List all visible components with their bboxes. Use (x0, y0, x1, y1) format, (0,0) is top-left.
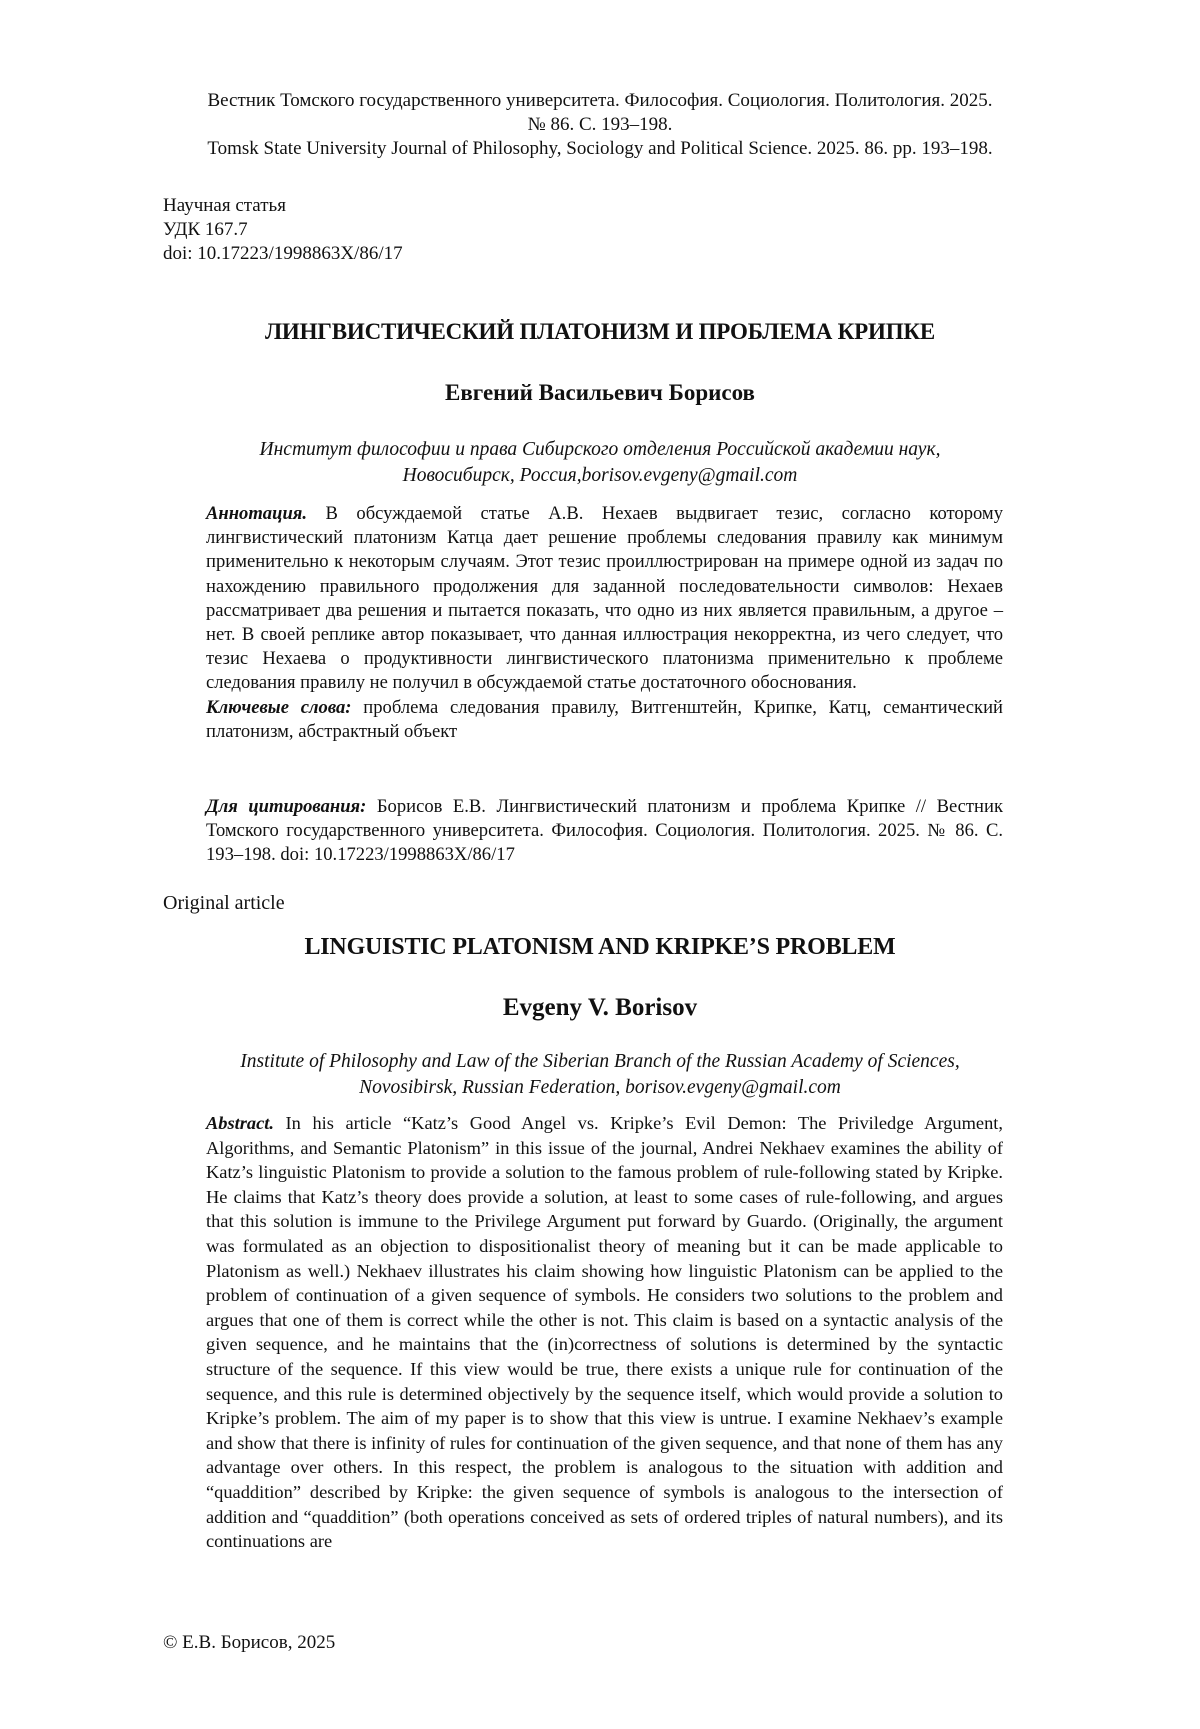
abstract-ru-label: Аннотация. (206, 503, 308, 524)
author-ru: Евгений Васильевич Борисов (445, 380, 755, 405)
abstract-en (206, 1111, 1003, 1554)
keywords-ru-label: Ключевые слова: (206, 696, 352, 718)
affiliation-en-line2: Novosibirsk, Russian Federation, borisov.evgeny@gmail.com (359, 1077, 841, 1098)
keywords-ru (206, 696, 1003, 744)
article-meta (163, 194, 403, 266)
journal-header-line-ru: Вестник Томского государственного университета. Философия. Социология. Политология. 2025. (207, 90, 993, 111)
affiliation-ru-line1: Институт философии и права Сибирского отделения Российской академии наук, (259, 439, 941, 460)
citation-ru-label: Для цитирования: (206, 796, 367, 817)
copyright: © Е.В. Борисов, 2025 (163, 1632, 336, 1653)
doi: doi: 10.17223/1998863X/86/17 (163, 243, 403, 264)
udc-code: УДК 167.7 (163, 219, 248, 240)
article-type-ru: Научная статья (163, 195, 286, 216)
author-en: Evgeny V. Borisov (502, 994, 698, 1021)
title-ru: ЛИНГВИСТИЧЕСКИЙ ПЛАТОНИЗМ И ПРОБЛЕМА КРИПКЕ (264, 319, 936, 344)
affiliation-en-line1: Institute of Philosophy and Law of the Siberian Branch of the Russian Academy of Sciences, (240, 1051, 960, 1072)
article-type-en: Original article (163, 892, 285, 914)
journal-header-issue: № 86. С. 193–198. (527, 114, 673, 135)
title-en: LINGUISTIC PLATONISM AND KRIPKE’S PROBLEM (304, 934, 896, 960)
citation-ru (206, 795, 1003, 868)
abstract-en-text: In his article “Katz’s Good Angel vs. Kripke’s Evil Demon: The Priviledge Argument, Algorithms, and Semantic Platonism” in this issue of the journal, Andrei Nekhaev examines the ability of Katz’s linguistic Platonism to provide a solution to the famous problem of rule-following stated by Kripke. He claims that Katz’s theory does provide a solution, at least to some cases of rule-following, and argues that this solution is immune to the Privilege Argument put forward by Guardo. (Originally, the argument was formulated as an objection to dispositionalist theory of meaning but it can be made applicable to Platonism as well.) Nekhaev illustrates his claim showing how linguistic Platonism can be applied to the problem of continuation of a given sequence of symbols. He considers two solutions to the problem and argues that one of them is correct while the other is not. This claim is based on a syntactic analysis of the given sequence, and he maintains that the (in)correctness of solutions is determined by the syntactic structure of the sequence. If this view would be true, there exists a unique rule for continuation of the sequence, and this rule is determined objectively by the sequence itself, which would provide a solution to Kripke’s problem. The aim of my paper is to show that this view is untrue. I examine Nekhaev’s example and show that there is infinity of rules for continuation of the given sequence, and that none of them has any advantage over others. In this respect, the problem is analogous to the situation with addition and “quaddition” described by Kripke: the given sequence of symbols is analogous to the intersection of addition and “quaddition” (both operations conceived as sets of ordered triples of natural numbers), and its continuations are (206, 1113, 1004, 1552)
keywords-ru-text: проблема следования правилу, Витгенштейн, Крипке, Катц, семантический платонизм, абстрактный объект (206, 696, 1003, 742)
abstract-ru-text: В обсуждаемой статье А.В. Нехаев выдвигает тезис, согласно которому лингвистический платонизм Катца дает решение проблемы следования правилу как минимум применительно к некоторым случаям. Этот тезис проиллюстрирован на примере одной из задач по нахождению правильного продолжения для заданной последовательности символов: Нехаев рассматривает два решения и пытается показать, что одно из них является правильным, а другое – нет. В своей реплике автор показывает, что данная иллюстрация некорректна, из чего следует, что тезис Нехаева о продуктивности лингвистического платонизма применительно к проблеме следования правилу не получил в обсуждаемой статье достаточного обоснования. (206, 503, 1003, 694)
affiliation-ru-line2: Новосибирск, Россия,borisov.evgeny@gmail.com (402, 465, 798, 486)
affiliation-ru (140, 437, 1060, 489)
citation-ru-text: Борисов Е.В. Лингвистический платонизм и проблема Крипке // Вестник Томского государственного университета. Философия. Социология. Политология. 2025. № 86. С. 193–198. doi: 10.17223/1998863X/86/17 (206, 796, 1003, 866)
abstract-en-label: Abstract. (206, 1113, 274, 1133)
journal-header (150, 89, 1050, 161)
abstract-ru-paragraph (206, 502, 1003, 696)
affiliation-en (140, 1049, 1060, 1101)
journal-header-line-en: Tomsk State University Journal of Philosophy, Sociology and Political Science. 2025. 86. pp. 193–198. (207, 138, 993, 159)
abstract-ru (206, 502, 1003, 744)
